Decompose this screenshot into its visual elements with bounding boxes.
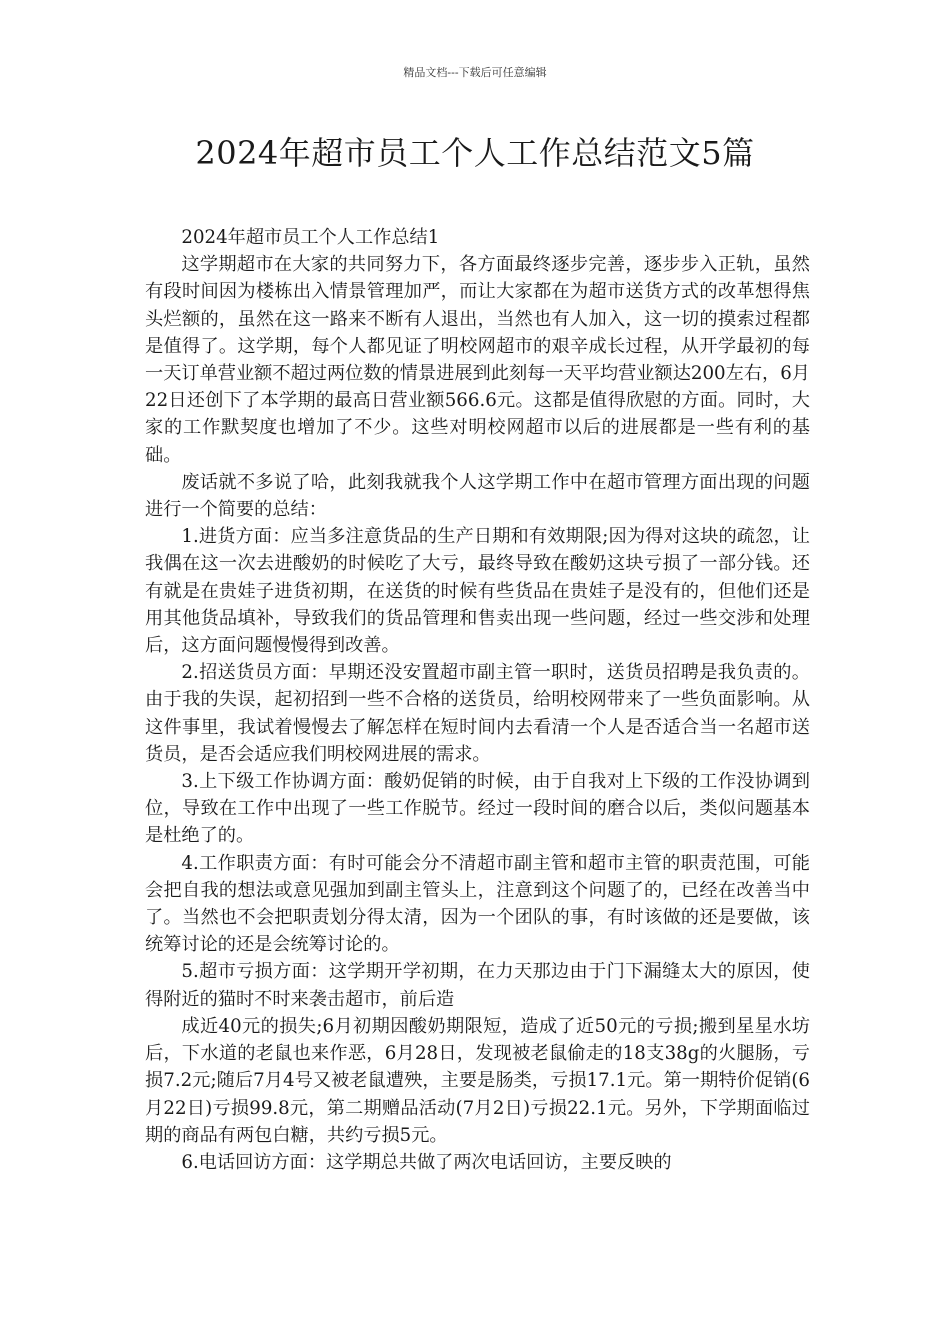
body-paragraph: 6.电话回访方面：这学期总共做了两次电话回访，主要反映的 <box>181 1151 672 1173</box>
document-title: 2024年超市员工个人工作总结范文5篇 <box>195 134 755 172</box>
document-body <box>145 224 810 1176</box>
page-header-note: 精品文档---下载后可任意编辑 <box>403 66 547 79</box>
body-paragraph: 废话就不多说了哈，此刻我就我个人这学期工作中在超市管理方面出现的问题进行一个简要的总结： <box>145 471 810 521</box>
body-paragraph: 5.超市亏损方面：这学期开学初期，在力天那边由于门下漏缝太大的原因，使得附近的猫时不时来袭击超市，前后造 <box>145 961 810 1010</box>
body-paragraph: 3.上下级工作协调方面：酸奶促销的时候，由于自我对上下级的工作没协调到位，导致在工作中出现了一些工作脱节。经过一段时间的磨合以后，类似问题基本是杜绝了的。 <box>145 771 810 847</box>
body-paragraph: 这学期超市在大家的共同努力下，各方面最终逐步完善，逐步步入正轨，虽然有段时间因为楼栋出入情景管理加严，而让大家都在为超市送货方式的改革想得焦头烂额的，虽然在这一路来不断有人退出，当然也有人加入，这一切的摸索过程都是值得了。这学期，每个人都见证了明校网超市的艰辛成长过程，从开学最初的每一天订单营业额不超过两位数的情景进展到此刻每一天平均营业额达200左右，6月22日还创下了本学期的最高日营业额566.6元。这都是值得欣慰的方面。同时，大家的工作默契度也增加了不少。这些对明校网超市以后的进展都是一些有利的基础。 <box>145 254 810 466</box>
body-paragraph: 成近40元的损失;6月初期因酸奶期限短，造成了近50元的亏损;搬到星星水坊后，下水道的老鼠也来作恶，6月28日，发现被老鼠偷走的18支38g的火腿肠，亏损7.2元;随后7月4号又被老鼠遭殃，主要是肠类，亏损17.1元。第一期特价促销(6月22日)亏损99.8元，第二期赠品活动(7月2日)亏损22.1元。另外，下学期面临过期的商品有两包白糖，共约亏损5元。 <box>145 1015 810 1146</box>
body-paragraph: 1.进货方面：应当多注意货品的生产日期和有效期限;因为得对这块的疏忽，让我偶在这一次去进酸奶的时候吃了大亏，最终导致在酸奶这块亏损了一部分钱。还有就是在贵娃子进货初期，在送货的时候有些货品在贵娃子是没有的，但他们还是用其他货品填补，导致我们的货品管理和售卖出现一些问题，经过一些交涉和处理后，这方面问题慢慢得到改善。 <box>145 526 810 657</box>
body-paragraph: 2.招送货员方面：早期还没安置超市副主管一职时，送货员招聘是我负责的。由于我的失误，起初招到一些不合格的送货员，给明校网带来了一些负面影响。从这件事里，我试着慢慢去了解怎样在短时间内去看清一个人是否适合当一名超市送货员，是否会适应我们明校网进展的需求。 <box>145 662 810 765</box>
body-paragraph: 4.工作职责方面：有时可能会分不清超市副主管和超市主管的职责范围，可能会把自我的想法或意见强加到副主管头上，注意到这个问题了的，已经在改善当中了。当然也不会把职责划分得太清，因为一个团队的事，有时该做的还是要做，该统筹讨论的还是会统筹讨论的。 <box>145 852 810 956</box>
section-heading: 2024年超市员工个人工作总结1 <box>181 227 440 248</box>
